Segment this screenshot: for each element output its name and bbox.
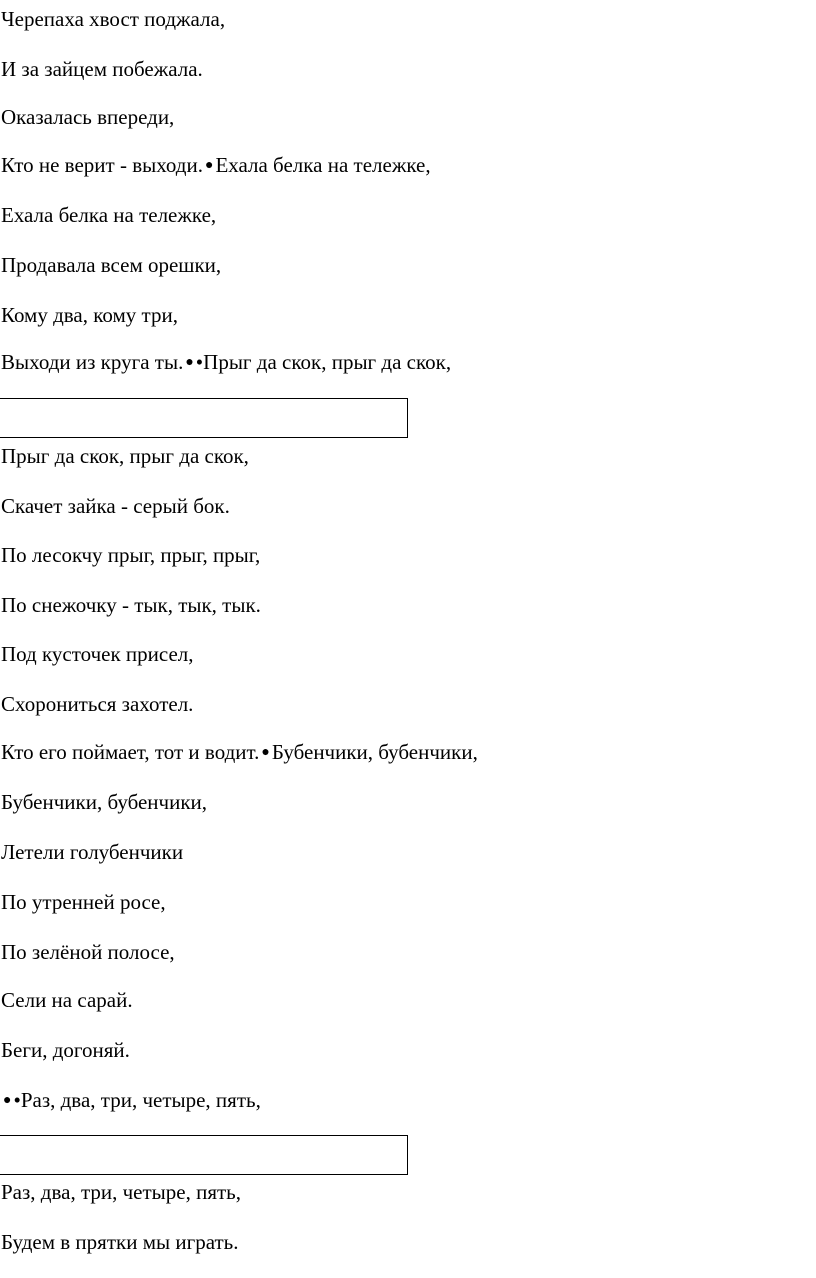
bullet-icon: ●	[185, 355, 194, 370]
text-line: Прыг да скок, прыг да скок,	[1, 444, 249, 468]
text-line: Кому два, кому три,	[1, 303, 178, 327]
text-line: И за зайцем побежала.	[1, 57, 203, 81]
bullet-icon: ●	[204, 158, 214, 173]
text-line: Сели на сарай.	[1, 988, 133, 1012]
text-line: Кто не верит - выходи. ●Ехала белка на тележке,	[1, 153, 431, 177]
bullet-icon: ●	[3, 1093, 12, 1108]
text-line: Кто его поймает, тот и водит. ●Бубенчики, бубенчики,	[1, 740, 478, 764]
text-line: Ехала белка на тележке,	[1, 203, 217, 227]
text-line: Раз, два, три, четыре, пять,	[1, 1180, 242, 1204]
bullet-icon: ●	[261, 745, 270, 760]
text-line: Черепаха хвост поджала,	[1, 7, 226, 31]
text-line: По зелёной полосе,	[1, 940, 175, 964]
text-line: Оказалась впереди,	[1, 105, 175, 129]
empty-text-box	[0, 398, 408, 438]
text-line: ●•Раз, два, три, четыре, пять,	[3, 1088, 261, 1112]
text-line: Скачет зайка - серый бок.	[1, 494, 230, 518]
text-line: Под кусточек присел,	[1, 642, 194, 666]
empty-text-box	[0, 1135, 408, 1175]
text-line: Бубенчики, бубенчики,	[1, 790, 208, 814]
text-line: Схорониться захотел.	[1, 692, 194, 716]
text-line: Выходи из круга ты. ●•Прыг да скок, прыг да скок,	[1, 350, 452, 374]
text-line: Летели голубенчики	[1, 840, 184, 864]
text-line: По снежочку - тык, тык, тык.	[1, 593, 261, 617]
bullet-small-icon: •	[195, 350, 204, 374]
bullet-small-icon: •	[13, 1088, 21, 1112]
text-line: По утренней росе,	[1, 890, 166, 914]
text-line: Продавала всем орешки,	[1, 253, 222, 277]
text-line: Беги, догоняй.	[1, 1038, 130, 1062]
text-line: По лесокчу прыг, прыг, прыг,	[1, 543, 261, 567]
text-line: Будем в прятки мы играть.	[1, 1230, 239, 1254]
